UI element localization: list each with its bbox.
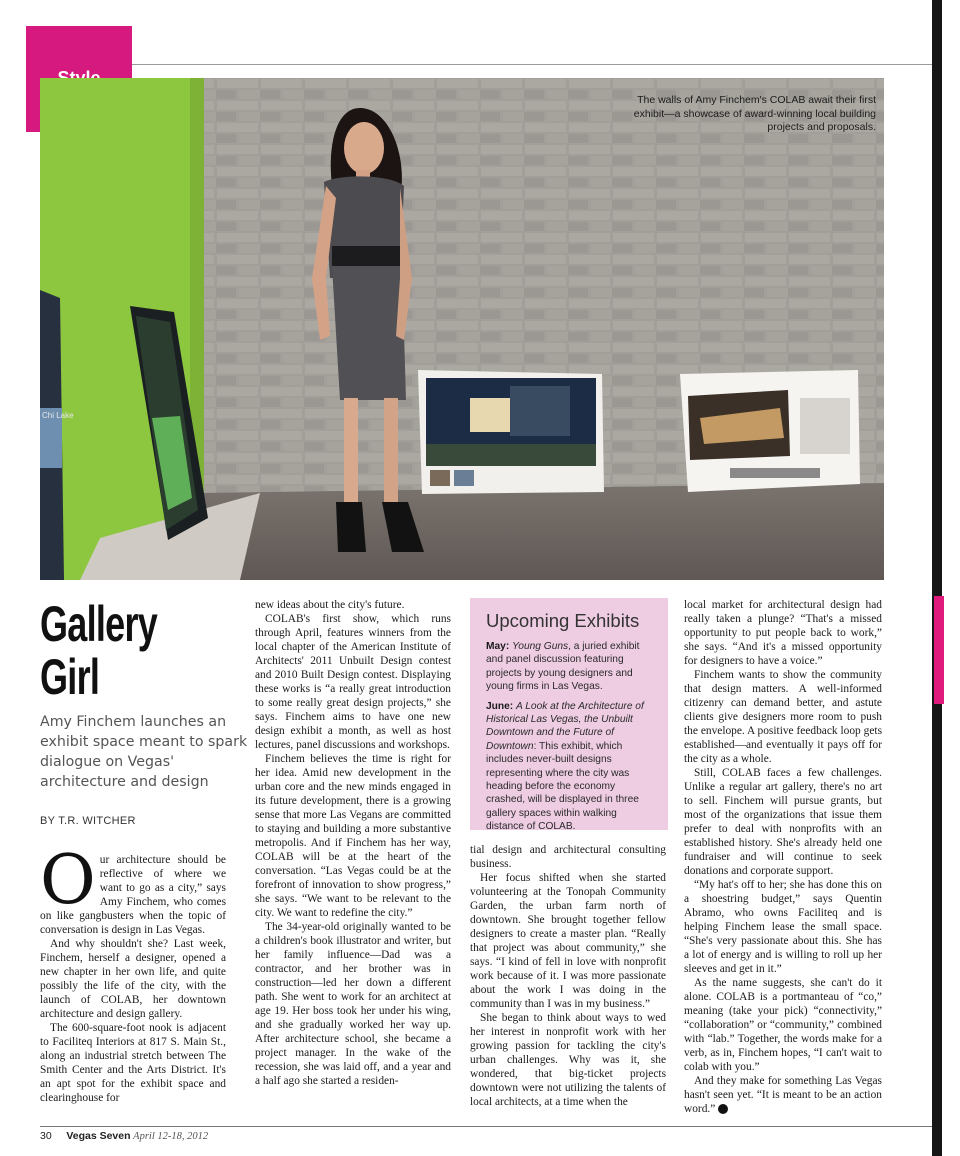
footer-rule	[40, 1126, 932, 1127]
article-paragraph: Still, COLAB faces a few challenges. Unlike a regular art gallery, there's no art to sell. Finchem will pursue grants, but most of the organizations that issue them prefer to deal with nonprofits with an established history. She's already held one fundraiser and will continue to seek donations and corporate support.	[684, 767, 882, 877]
page-footer	[40, 1130, 208, 1142]
sidebar-item: June: A Look at the Architecture of Historical Las Vegas, the Unbuilt Downtown and the Future of Downtown: This exhibit, which includes never-built designs representing where the city was heading before the economy crashed, will be displayed in three gallery spaces within walking distance of COLAB.	[486, 700, 644, 833]
article-paragraph: The 34-year-old originally wanted to be a children's book illustrator and writer, but her family influence—Dad was a contractor, and her brother was in construction—led her down a different path. She went to work for an architect at age 19. Her boss took her under his wing, and she gradually worked her way up. After architecture school, she became a project manager. In the wake of the recession, she was laid off, and a year and a half ago she started a residen-	[255, 921, 451, 1087]
article-paragraph: “My hat's off to her; she has done this on a shoestring budget,” says Quentin Abramo, who owns Faciliteq and is helping Finchem lease the small space. “She's very passionate about this. She has a lot of energy and is willing to roll up her sleeves and get in it.”	[684, 879, 882, 975]
article-paragraph: local market for architectural design had really taken a plunge? “That's a missed opportunity to put people back to work,” she says. “And it's a missed opportunity for designers to have a voice.”	[684, 599, 882, 667]
article-paragraph: COLAB's first show, which runs through April, features winners from the local chapter of the American Institute of Architects' 2011 Unbuilt Design contest and 2010 Built Design contest. Displaying these works is “a really great introduction to some really great design projects,” she says. Finchem aims to have one new design exhibit a month, as well as host lectures, panel discussions and workshops.	[255, 613, 451, 751]
article-column-1	[40, 841, 226, 1105]
photo-illustration	[40, 78, 884, 580]
feature-photo	[40, 78, 884, 580]
article-paragraph: She began to think about ways to wed her interest in nonprofit work with her growing passion for tackling the city's urban challenges. Why was it, she wondered, that big-ticket projects downtown were not utilizing the talents of local architects, at a time when the	[470, 1012, 666, 1108]
article-paragraph: As the name suggests, she can't do it alone. COLAB is a portmanteau of “co,” meaning (take your pick) “connectivity,” “collaboration” or “community,” combined with “lab.” Together, the words make for a verb, as in, Finchem hopes, “I can't wait to colab with you.”	[684, 977, 882, 1073]
article-paragraph: Finchem believes the time is right for her idea. Amid new development in the urban core and the new minds engaged in its future development, there is a growing sense that more Las Vegans are committed to staying and building a more substantive metropolis. And if Finchem has her way, COLAB will be at the heart of the conversation. “Las Vegas could be at the forefront of innovation to show progress,” she says. “We want to be relevant to the city. We want to redefine the city.”	[255, 753, 451, 919]
sidebar-item: May: Young Guns, a juried exhibit and panel discussion featuring projects by young designers and young firms in Las Vegas.	[486, 641, 640, 693]
byline: BY T.R. WITCHER	[40, 815, 136, 827]
magazine-name: Vegas Seven	[66, 1130, 131, 1142]
headline-line-2: Girl	[40, 649, 100, 705]
upcoming-exhibits-sidebar	[470, 598, 668, 833]
page-number: 30	[40, 1130, 52, 1142]
article-paragraph: Her focus shifted when she started volunteering at the Tonopah Community Garden, the urban farm north of downtown. She brought together fellow designers to create a master plan. “Really that project was about community,” she says. “I kind of fell in love with nonprofit work because of it. I was more passionate about the work I was doing in the community than I was in my business.”	[470, 872, 666, 1010]
sidebar-title: Upcoming Exhibits	[486, 610, 640, 631]
top-rule	[132, 64, 932, 65]
dek: Amy Finchem launches an exhibit space meant to spark dialogue on Vegas' architecture and design	[40, 714, 248, 790]
article-paragraph: tial design and architectural consulting business.	[470, 844, 666, 870]
headline-line-1: Gallery	[40, 596, 158, 652]
drop-cap: O	[40, 841, 96, 920]
article-column-2	[255, 598, 451, 1088]
article-paragraph: new ideas about the city's future.	[255, 599, 405, 611]
page-edge-bar	[932, 0, 942, 1156]
article-paragraph: The 600-square-foot nook is adjacent to Faciliteq Interiors at 817 S. Main St., along an industrial stretch between The Smith Center and the Arts District. It's an apt spot for the exhibit space and clearinghouse for	[40, 1022, 226, 1104]
photo-caption: The walls of Amy Finchem's COLAB await their first exhibit—a showcase of award-winning local building projects and proposals.	[633, 94, 876, 134]
article-paragraph: And why shouldn't she? Last week, Finchem, herself a designer, opened a new chapter in her own life, and quite possibly the life of the city, with the launch of COLAB, her downtown architecture and design gallery.	[40, 938, 226, 1020]
article-column-3	[470, 843, 666, 1109]
article-paragraph: Finchem wants to show the community that design matters. A well-informed citizenry can demand better, and astute clients give designers more room to push the envelope. A positive feedback loop gets established—and eventually it pays off for the city as a whole.	[684, 669, 882, 765]
article-column-4	[684, 598, 882, 1116]
article-paragraph: Our architecture should be reflective of where we want to go as a city,” says Amy Finchem, who comes on like gangbusters when the topic of conversation is design in Las Vegas.	[40, 841, 226, 936]
headline	[40, 598, 184, 704]
page-edge-accent	[934, 596, 944, 704]
end-mark-icon: 7	[718, 1104, 728, 1114]
article-paragraph: And they make for something Las Vegas hasn't seen yet. “It is meant to be an action word.” 7	[684, 1075, 882, 1115]
issue-date: April 12-18, 2012	[133, 1131, 209, 1142]
right-poster	[680, 370, 860, 492]
poster-label: Chi Lake	[42, 411, 74, 420]
center-poster	[418, 370, 604, 494]
